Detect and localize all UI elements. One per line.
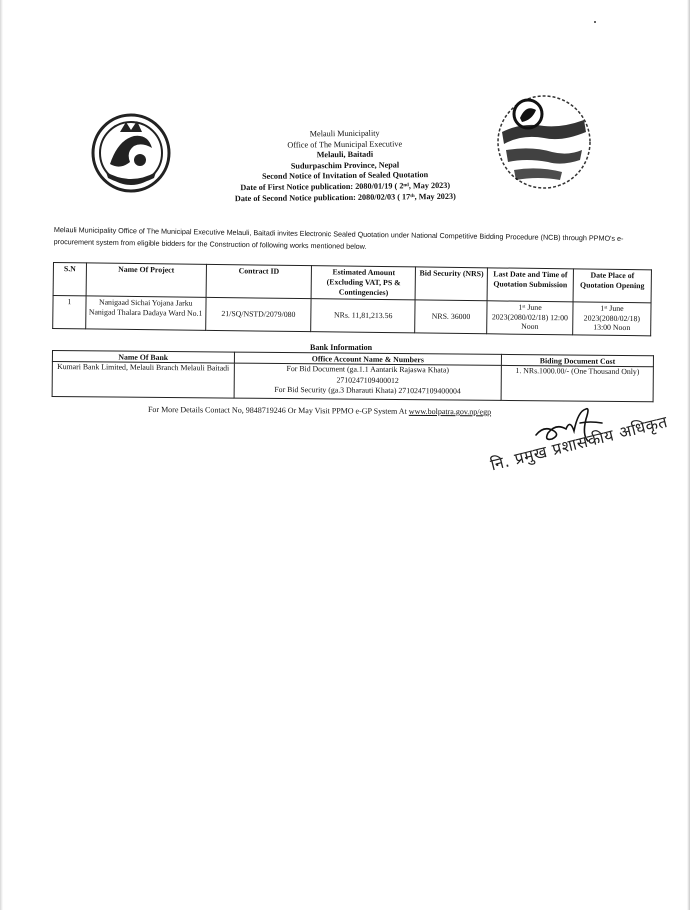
bid-document-account-number: 2710247109400012 — [336, 374, 399, 385]
scan-edge-left — [0, 0, 3, 910]
cell-sn: 1 — [53, 296, 86, 329]
cell-document-cost: 1. NRs.1000.00/- (One Thousand Only) — [501, 365, 653, 401]
cell-project: Nanigaad Sichai Yojana Jarku Nanigad Thalara Dadaya Ward No.1 — [86, 296, 206, 330]
header-location: Melauli, Baitadi — [316, 149, 374, 160]
notice-title: Second Notice of Invitation of Sealed Quotation — [262, 170, 429, 182]
cell-contract-id: 21/SQ/NSTD/2079/080 — [205, 297, 311, 331]
contact-text: For More Details Contact No, 9848719246 Or May Visit PPMO e-GP System At — [147, 405, 407, 416]
col-contract-id: Contract ID — [206, 264, 312, 298]
table-row — [52, 362, 653, 402]
header-office: Office of The Municipal Executive — [287, 138, 403, 150]
col-account: Office Account Name & Numbers — [234, 352, 502, 365]
bank-info-title: Bank Information — [310, 343, 373, 352]
bank-table — [52, 350, 654, 402]
letterhead — [190, 127, 501, 204]
cell-bid-security: NRS. 36000 — [415, 300, 487, 334]
intro-paragraph: Melauli Municipality Office of The Municipal Executive Melauli, Baitadi invites Electronic Sealed Quotation under National Competitive Bidding Procedure (NCB) through PPMO's e-procurement system from eligible bidders for the Construction of following works mentioned below. — [53, 224, 624, 251]
header-municipality: Melauli Municipality — [309, 128, 380, 139]
cell-accounts — [234, 363, 502, 400]
header-province: Sudurpaschim Province, Nepal — [290, 160, 400, 171]
second-notice-date: Date of Second Notice publication: 2080/02/03 ( 17ᵗʰ, May 2023) — [234, 191, 456, 203]
col-project: Name Of Project — [86, 263, 206, 297]
col-last-date: Last Date and Time of Quotation Submission — [487, 268, 573, 302]
col-document-cost: Biding Document Cost — [502, 354, 654, 366]
scan-speck — [594, 21, 596, 23]
col-bid-security: Bid Security (NRS) — [415, 267, 487, 301]
bid-security-account: For Bid Security (ga.3 Dharauti Khata) 2710247109400004 — [274, 384, 461, 396]
col-bank-name: Name Of Bank — [52, 351, 234, 364]
office-seal-icon — [492, 92, 596, 192]
egp-link[interactable]: www.bolpatra.gov.np/egp — [408, 406, 492, 417]
col-opening-date: Date Place of Quotation Opening — [573, 269, 651, 303]
first-notice-date: Date of First Notice publication: 2080/01/19 ( 2ⁿᵈ, May 2023) — [240, 180, 451, 193]
bid-document-account: For Bid Document (ga.1.1 Aantarik Rajaswa Khata) — [286, 364, 450, 375]
works-table — [52, 262, 652, 336]
contact-line — [148, 405, 491, 416]
table-row — [53, 296, 651, 336]
col-sn: S.N — [53, 263, 86, 296]
cell-last-date: 1ˢᵗ June 2023(2080/02/18) 12:00 Noon — [487, 301, 573, 335]
cell-bank-name: Kumari Bank Limited, Melauli Branch Melauli Baitadi — [52, 362, 234, 399]
col-estimated-amount: Estimated Amount (Excluding VAT, PS & Contingencies) — [312, 266, 416, 300]
cell-estimated-amount: NRs. 11,81,213.56 — [311, 299, 415, 333]
cell-opening-date: 1ˢᵗ June 2023(2080/02/18) 13:00 Noon — [573, 302, 651, 336]
officer-stamp: नि. प्रमुख प्रशासकीय अधिकृत — [488, 411, 670, 475]
municipality-emblem-icon — [90, 112, 172, 194]
